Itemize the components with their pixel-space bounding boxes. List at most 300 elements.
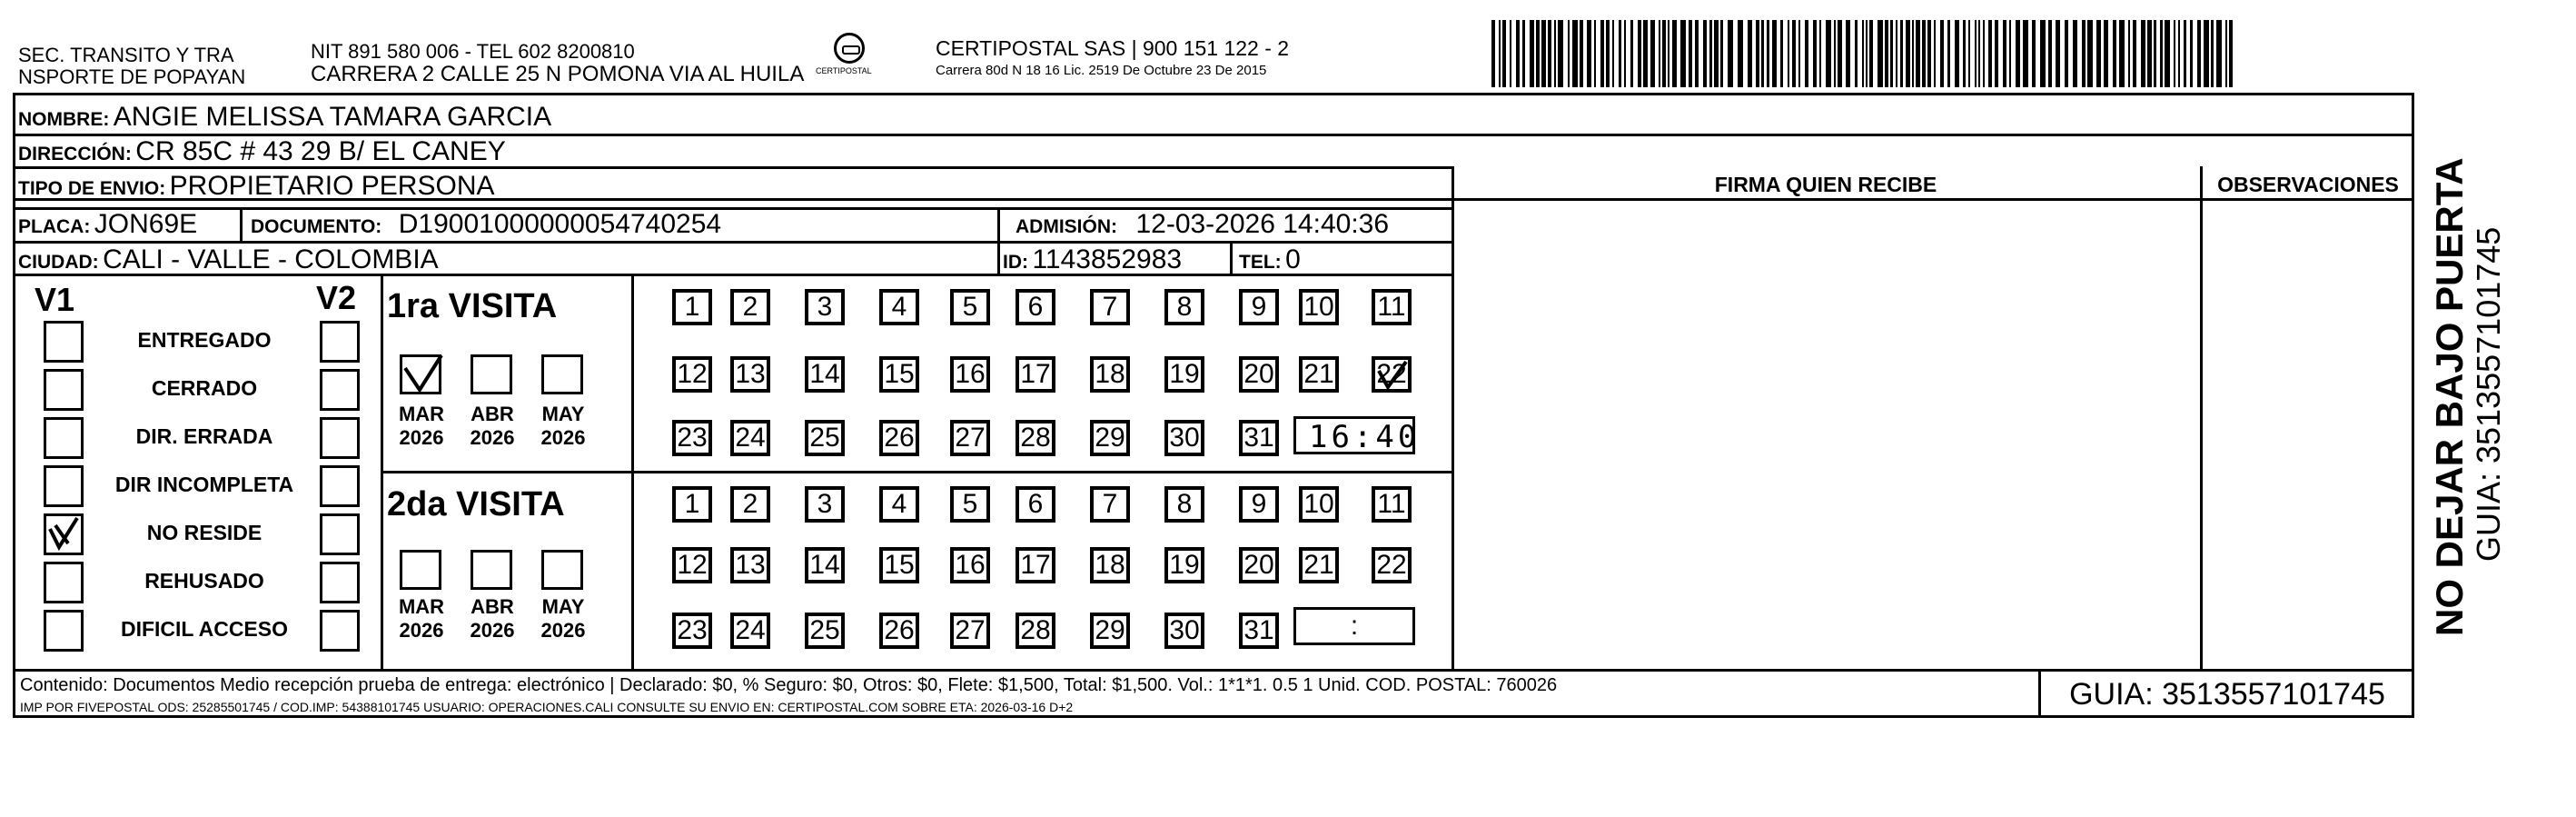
day-number: 1 — [684, 292, 700, 322]
first-visit-title: 1ra VISITA — [387, 287, 558, 325]
day-box[interactable] — [1239, 356, 1279, 393]
barcode-bar — [1659, 20, 1660, 87]
day-number: 28 — [1020, 423, 1051, 453]
day-number: 2 — [742, 489, 758, 519]
day-box[interactable] — [879, 547, 919, 583]
day-box[interactable] — [1239, 486, 1279, 523]
day-box[interactable] — [879, 486, 919, 523]
day-box[interactable] — [1164, 547, 1204, 583]
month-name: ABR — [471, 403, 514, 425]
barcode-bar — [1499, 20, 1501, 87]
month-checkbox[interactable] — [400, 354, 441, 394]
day-number: 5 — [962, 292, 978, 322]
ciudad-field — [18, 246, 439, 274]
barcode-bar — [1554, 20, 1556, 87]
documento-label: DOCUMENTO: — [251, 216, 382, 237]
day-box[interactable] — [672, 356, 712, 393]
barcode-bar — [1738, 20, 1743, 87]
barcode-bar — [1680, 20, 1686, 87]
tipo-envio-row — [18, 173, 495, 200]
day-number: 10 — [1303, 292, 1334, 322]
month-checkbox[interactable] — [471, 354, 512, 394]
day-number: 24 — [735, 615, 766, 645]
check-mark-icon — [46, 516, 83, 554]
day-box[interactable] — [879, 420, 919, 456]
barcode-bar — [2178, 20, 2180, 87]
v1-checkbox[interactable] — [44, 513, 84, 555]
barcode-bar — [1662, 20, 1666, 87]
barcode-bar — [1869, 20, 1873, 87]
day-number: 6 — [1027, 489, 1044, 519]
day-box[interactable] — [1299, 289, 1339, 325]
v1-checkbox[interactable] — [44, 610, 84, 652]
day-number: 18 — [1095, 550, 1125, 580]
day-box[interactable] — [1239, 420, 1279, 456]
id-label: ID: — [1003, 252, 1028, 273]
barcode-bar — [1927, 20, 1931, 87]
placa-value: JON69E — [94, 209, 198, 239]
barcode-bar — [1695, 20, 1699, 87]
month-year: 2026 — [399, 619, 444, 642]
barcode-bar — [1988, 20, 1992, 87]
barcode-bar — [1530, 20, 1534, 87]
barcode-bar — [1761, 20, 1764, 87]
barcode-bar — [1978, 20, 1980, 87]
month-checkbox[interactable] — [400, 550, 441, 590]
status-label: NO RESIDE — [146, 521, 263, 544]
barcode-bar — [1896, 20, 1897, 87]
day-box[interactable] — [1164, 486, 1204, 523]
day-number: 6 — [1027, 292, 1044, 322]
barcode-bar — [1748, 20, 1752, 87]
day-box[interactable] — [1372, 486, 1412, 523]
day-box[interactable] — [1372, 547, 1412, 583]
barcode-bar — [1558, 20, 1563, 87]
barcode-bar — [2216, 20, 2222, 87]
barcode-bar — [2204, 20, 2209, 87]
barcode-bar — [1940, 20, 1944, 87]
v2-checkbox[interactable] — [320, 465, 360, 507]
v2-checkbox[interactable] — [320, 321, 360, 363]
day-box[interactable] — [1164, 420, 1204, 456]
v1-checkbox[interactable] — [44, 417, 84, 459]
v2-checkbox[interactable] — [320, 369, 360, 411]
day-box[interactable] — [1090, 486, 1130, 523]
barcode-bar — [2113, 20, 2116, 87]
barcode-bar — [2003, 20, 2006, 87]
nombre-label: NOMBRE: — [18, 109, 110, 130]
barcode-bar — [1643, 20, 1648, 87]
nombre-row — [18, 104, 551, 131]
barcode-bar — [1541, 20, 1546, 87]
barcode-bar — [1689, 20, 1692, 87]
month-year: 2026 — [470, 426, 515, 449]
v1-checkbox[interactable] — [44, 321, 84, 363]
day-box[interactable] — [672, 289, 712, 325]
id-field — [1003, 246, 1182, 274]
day-box[interactable] — [950, 547, 990, 583]
barcode-bar — [1912, 20, 1914, 87]
day-box[interactable] — [730, 420, 770, 456]
day-number: 4 — [891, 489, 907, 519]
day-box[interactable] — [1299, 547, 1339, 583]
day-box[interactable] — [879, 356, 919, 393]
barcode-bar — [1709, 20, 1712, 87]
status-label: DIR INCOMPLETA — [114, 473, 294, 496]
barcode-bar — [1572, 20, 1578, 87]
month-checkbox[interactable] — [471, 550, 512, 590]
admision-field — [1016, 211, 1389, 238]
documento-field — [251, 211, 721, 238]
signature-area[interactable] — [1454, 201, 2199, 668]
day-number: 29 — [1095, 423, 1125, 453]
month-name: MAY — [541, 595, 585, 618]
barcode-bar — [2096, 20, 2101, 87]
day-box[interactable] — [672, 420, 712, 456]
tel-label: TEL: — [1239, 252, 1282, 273]
day-box[interactable] — [879, 613, 919, 649]
barcode-bar — [1580, 20, 1583, 87]
day-box[interactable] — [1372, 289, 1412, 325]
day-number: 15 — [884, 550, 915, 580]
barcode-bar — [1502, 20, 1506, 87]
barcode-bar — [2211, 20, 2214, 87]
carrier-line-1: CERTIPOSTAL SAS | 900 151 122 - 2 — [936, 36, 1290, 60]
barcode-bar — [1548, 20, 1551, 87]
barcode-bar — [2104, 20, 2108, 87]
barcode-bar — [1587, 20, 1591, 87]
day-box[interactable] — [1016, 356, 1055, 393]
day-number: 9 — [1251, 292, 1267, 322]
month-label — [465, 403, 520, 450]
month-name: MAR — [398, 595, 445, 618]
ciudad-label: CIUDAD: — [18, 252, 99, 273]
barcode-bar — [1668, 20, 1669, 87]
barcode-bar — [2225, 20, 2227, 87]
day-number: 23 — [677, 615, 708, 645]
status-label: DIFICIL ACCESO — [120, 617, 288, 641]
barcode-bar — [2023, 20, 2028, 87]
observaciones-area[interactable] — [2203, 201, 2413, 668]
barcode-bar — [2154, 20, 2156, 87]
month-name: MAY — [541, 403, 585, 425]
v1-checkbox[interactable] — [44, 465, 84, 507]
barcode-bar — [1813, 20, 1817, 87]
barcode-bar — [1947, 20, 1950, 87]
footer-contenido: Contenido: Documentos Medio recepción prueba de entrega: electrónico | Declarado: $0, % Seguro: $0, Otros: $0, Flete: $1,500, Total: $1,500. Vol.: 1*1*1. 0.5 1 Unid. COD. POSTAL: 760026 — [20, 675, 1558, 695]
barcode-bar — [1536, 20, 1540, 87]
barcode-bar — [2016, 20, 2020, 87]
day-box[interactable] — [1299, 486, 1339, 523]
day-box[interactable] — [1016, 486, 1055, 523]
day-box[interactable] — [805, 613, 845, 649]
day-number: 3 — [817, 489, 833, 519]
barcode-bar — [1890, 20, 1893, 87]
observaciones-header: OBSERVACIONES — [2217, 173, 2399, 196]
barcode-bar — [1838, 20, 1842, 87]
day-number: 26 — [884, 423, 915, 453]
day-number: 1 — [684, 489, 700, 519]
tipo-envio-label: TIPO DE ENVIO: — [18, 178, 166, 199]
v2-checkbox[interactable] — [320, 610, 360, 652]
barcode-bar — [2197, 20, 2201, 87]
barcode-bar — [1720, 20, 1723, 87]
month-label — [465, 595, 520, 643]
day-number: 7 — [1102, 489, 1118, 519]
day-box[interactable] — [950, 420, 990, 456]
day-number: 26 — [884, 615, 915, 645]
day-number: 17 — [1020, 550, 1051, 580]
day-box[interactable] — [1016, 289, 1055, 325]
day-number: 17 — [1020, 359, 1051, 389]
month-label — [536, 595, 590, 643]
day-box[interactable] — [1299, 356, 1339, 393]
v1-checkbox[interactable] — [44, 369, 84, 411]
day-number: 25 — [809, 423, 840, 453]
status-label: ENTREGADO — [137, 328, 272, 352]
barcode-bar — [1878, 20, 1883, 87]
day-number: 14 — [809, 550, 840, 580]
barcode-bar — [1934, 20, 1936, 87]
day-number: 25 — [809, 615, 840, 645]
barcode-bar — [1968, 20, 1970, 87]
v1-label: V1 — [35, 281, 75, 318]
month-checkbox[interactable] — [541, 354, 583, 394]
barcode-bar — [1703, 20, 1707, 87]
day-box[interactable] — [1090, 547, 1130, 583]
barcode-bar — [1491, 20, 1495, 87]
day-number: 28 — [1020, 615, 1051, 645]
documento-value: D19001000000054740254 — [398, 209, 722, 239]
day-number: 22 — [1376, 359, 1407, 389]
barcode-bar — [1798, 20, 1800, 87]
barcode-bar — [1792, 20, 1796, 87]
day-box[interactable] — [1090, 613, 1130, 649]
direccion-label: DIRECCIÓN: — [18, 144, 132, 164]
day-box[interactable] — [1016, 613, 1055, 649]
barcode-bar — [1846, 20, 1850, 87]
footer-imp: IMP POR FIVEPOSTAL ODS: 25285501745 / COD.IMP: 54388101745 USUARIO: OPERACIONES.CALI CONSULTE SU ENVIO EN: CERTIPOSTAL.COM SOBRE ETA: 2026-03-16 D+2 — [20, 700, 1074, 714]
second-visit-time: : — [1350, 611, 1359, 641]
month-year: 2026 — [540, 619, 586, 642]
day-box[interactable] — [1239, 289, 1279, 325]
first-visit-time: 16:40 — [1309, 419, 1421, 455]
day-box[interactable] — [1090, 289, 1130, 325]
barcode-bar — [1922, 20, 1926, 87]
admision-label: ADMISIÓN: — [1016, 216, 1117, 237]
v2-checkbox[interactable] — [320, 417, 360, 459]
barcode-bar — [1650, 20, 1655, 87]
day-number: 11 — [1377, 292, 1406, 322]
day-box[interactable] — [879, 289, 919, 325]
day-number: 20 — [1243, 359, 1274, 389]
day-box[interactable] — [805, 547, 845, 583]
day-box[interactable] — [1164, 613, 1204, 649]
day-number: 19 — [1169, 550, 1200, 580]
carrier-line-2: Carrera 80d N 18 16 Lic. 2519 De Octubre 23 De 2015 — [936, 63, 1267, 78]
day-number: 3 — [817, 292, 833, 322]
day-number: 31 — [1243, 423, 1274, 453]
barcode-bar — [2174, 20, 2175, 87]
id-value: 1143852983 — [1032, 244, 1183, 274]
barcode-bar — [1826, 20, 1831, 87]
day-number: 16 — [955, 550, 986, 580]
day-number: 18 — [1095, 359, 1125, 389]
day-box[interactable] — [730, 486, 770, 523]
day-number: 30 — [1169, 615, 1200, 645]
barcode-bar — [2032, 20, 2036, 87]
barcode-bar — [1963, 20, 1966, 87]
certipostal-logo-icon — [834, 33, 865, 64]
day-number: 24 — [735, 423, 766, 453]
day-box[interactable] — [950, 289, 990, 325]
day-box[interactable] — [730, 613, 770, 649]
status-label: REHUSADO — [144, 569, 264, 593]
day-box[interactable] — [805, 420, 845, 456]
barcode-bar — [1862, 20, 1864, 87]
day-number: 2 — [742, 292, 758, 322]
barcode-bar — [1714, 20, 1719, 87]
tel-field — [1239, 246, 1301, 274]
barcode-bar — [1805, 20, 1808, 87]
day-box[interactable] — [805, 289, 845, 325]
barcode-bar — [1772, 20, 1777, 87]
tipo-envio-value: PROPIETARIO PERSONA — [169, 171, 495, 201]
day-box[interactable] — [1164, 289, 1204, 325]
address-line: CARRERA 2 CALLE 25 N POMONA VIA AL HUILA — [311, 62, 805, 86]
month-checkbox[interactable] — [541, 550, 583, 590]
nit-line: NIT 891 580 006 - TEL 602 8200810 — [311, 40, 635, 63]
day-box[interactable] — [1239, 547, 1279, 583]
barcode-bar — [1885, 20, 1888, 87]
day-number: 8 — [1176, 292, 1193, 322]
day-box[interactable] — [1090, 356, 1130, 393]
tel-value: 0 — [1285, 244, 1301, 274]
day-box[interactable] — [950, 356, 990, 393]
day-box[interactable] — [1372, 356, 1412, 393]
barcode-bar — [2190, 20, 2193, 87]
direccion-value: CR 85C # 43 29 B/ EL CANEY — [135, 136, 506, 166]
month-year: 2026 — [399, 426, 444, 449]
second-visit-title: 2da VISITA — [387, 485, 565, 523]
v2-checkbox[interactable] — [320, 513, 360, 555]
day-box[interactable] — [1016, 547, 1055, 583]
barcode-bar — [2165, 20, 2170, 87]
barcode-bar — [2009, 20, 2011, 87]
first-visit-time-box[interactable] — [1293, 416, 1421, 455]
barcode-bar — [1594, 20, 1596, 87]
status-label: CERRADO — [151, 376, 258, 400]
day-box[interactable] — [672, 486, 712, 523]
month-name: ABR — [471, 595, 514, 618]
day-box[interactable] — [730, 356, 770, 393]
day-number: 4 — [891, 292, 907, 322]
second-visit-time-box[interactable] — [1293, 607, 1415, 645]
day-box[interactable] — [730, 547, 770, 583]
day-box[interactable] — [730, 289, 770, 325]
day-box[interactable] — [950, 486, 990, 523]
month-label — [536, 403, 590, 450]
day-number: 12 — [677, 359, 708, 389]
day-box[interactable] — [672, 613, 712, 649]
barcode-bar — [1756, 20, 1759, 87]
barcode-bar — [1600, 20, 1604, 87]
barcode-bar — [2229, 20, 2233, 87]
placa-label: PLACA: — [18, 216, 91, 237]
barcode-bar — [2133, 20, 2136, 87]
barcode-bar — [1788, 20, 1789, 87]
v2-checkbox[interactable] — [320, 562, 360, 603]
barcode-bar — [1834, 20, 1836, 87]
month-name: MAR — [398, 403, 445, 425]
day-number: 30 — [1169, 423, 1200, 453]
barcode-bar — [1728, 20, 1733, 87]
barcode-bar — [2147, 20, 2152, 87]
day-number: 27 — [955, 615, 986, 645]
month-year: 2026 — [470, 619, 515, 642]
barcode-bar — [2082, 20, 2086, 87]
barcode-bar — [2128, 20, 2130, 87]
barcode-bar — [2040, 20, 2046, 87]
day-number: 13 — [735, 359, 766, 389]
check-mark-icon — [400, 352, 447, 394]
v2-label: V2 — [316, 279, 357, 316]
day-box[interactable] — [950, 613, 990, 649]
barcode-bar — [2119, 20, 2125, 87]
day-box[interactable] — [672, 547, 712, 583]
footer-guia: GUIA: 3513557101745 — [2069, 677, 2385, 712]
barcode-bar — [1510, 20, 1511, 87]
barcode-bar — [1900, 20, 1903, 87]
day-box[interactable] — [1016, 420, 1055, 456]
barcode-bar — [1866, 20, 1868, 87]
day-number: 21 — [1303, 550, 1334, 580]
barcode — [1490, 20, 2234, 87]
no-dejar-bajo-puerta: NO DEJAR BAJO PUERTA — [2428, 157, 2471, 636]
day-number: 14 — [809, 359, 840, 389]
barcode-bar — [1767, 20, 1769, 87]
barcode-bar — [1612, 20, 1614, 87]
barcode-bar — [1906, 20, 1910, 87]
barcode-bar — [2065, 20, 2068, 87]
day-number: 20 — [1243, 550, 1274, 580]
nombre-value: ANGIE MELISSA TAMARA GARCIA — [113, 102, 552, 132]
barcode-bar — [1975, 20, 1977, 87]
month-year: 2026 — [540, 426, 586, 449]
barcode-bar — [1624, 20, 1626, 87]
day-number: 22 — [1376, 550, 1407, 580]
day-box[interactable] — [805, 486, 845, 523]
day-box[interactable] — [1239, 613, 1279, 649]
day-box[interactable] — [805, 356, 845, 393]
month-label — [394, 595, 449, 643]
signature-header: FIRMA QUIEN RECIBE — [1714, 173, 1937, 196]
day-number: 10 — [1303, 489, 1334, 519]
v1-checkbox[interactable] — [44, 562, 84, 603]
barcode-bar — [1819, 20, 1821, 87]
barcode-bar — [1630, 20, 1633, 87]
day-number: 21 — [1303, 359, 1334, 389]
day-number: 11 — [1377, 489, 1406, 519]
day-box[interactable] — [1090, 420, 1130, 456]
check-mark-icon — [1375, 360, 1412, 393]
day-box[interactable] — [1164, 356, 1204, 393]
side-guia: GUIA: 3513557101745 — [2470, 226, 2507, 562]
day-number: 7 — [1102, 292, 1118, 322]
barcode-bar — [1995, 20, 1998, 87]
barcode-bar — [1916, 20, 1920, 87]
logo-text: CERTIPOSTAL — [816, 66, 872, 75]
